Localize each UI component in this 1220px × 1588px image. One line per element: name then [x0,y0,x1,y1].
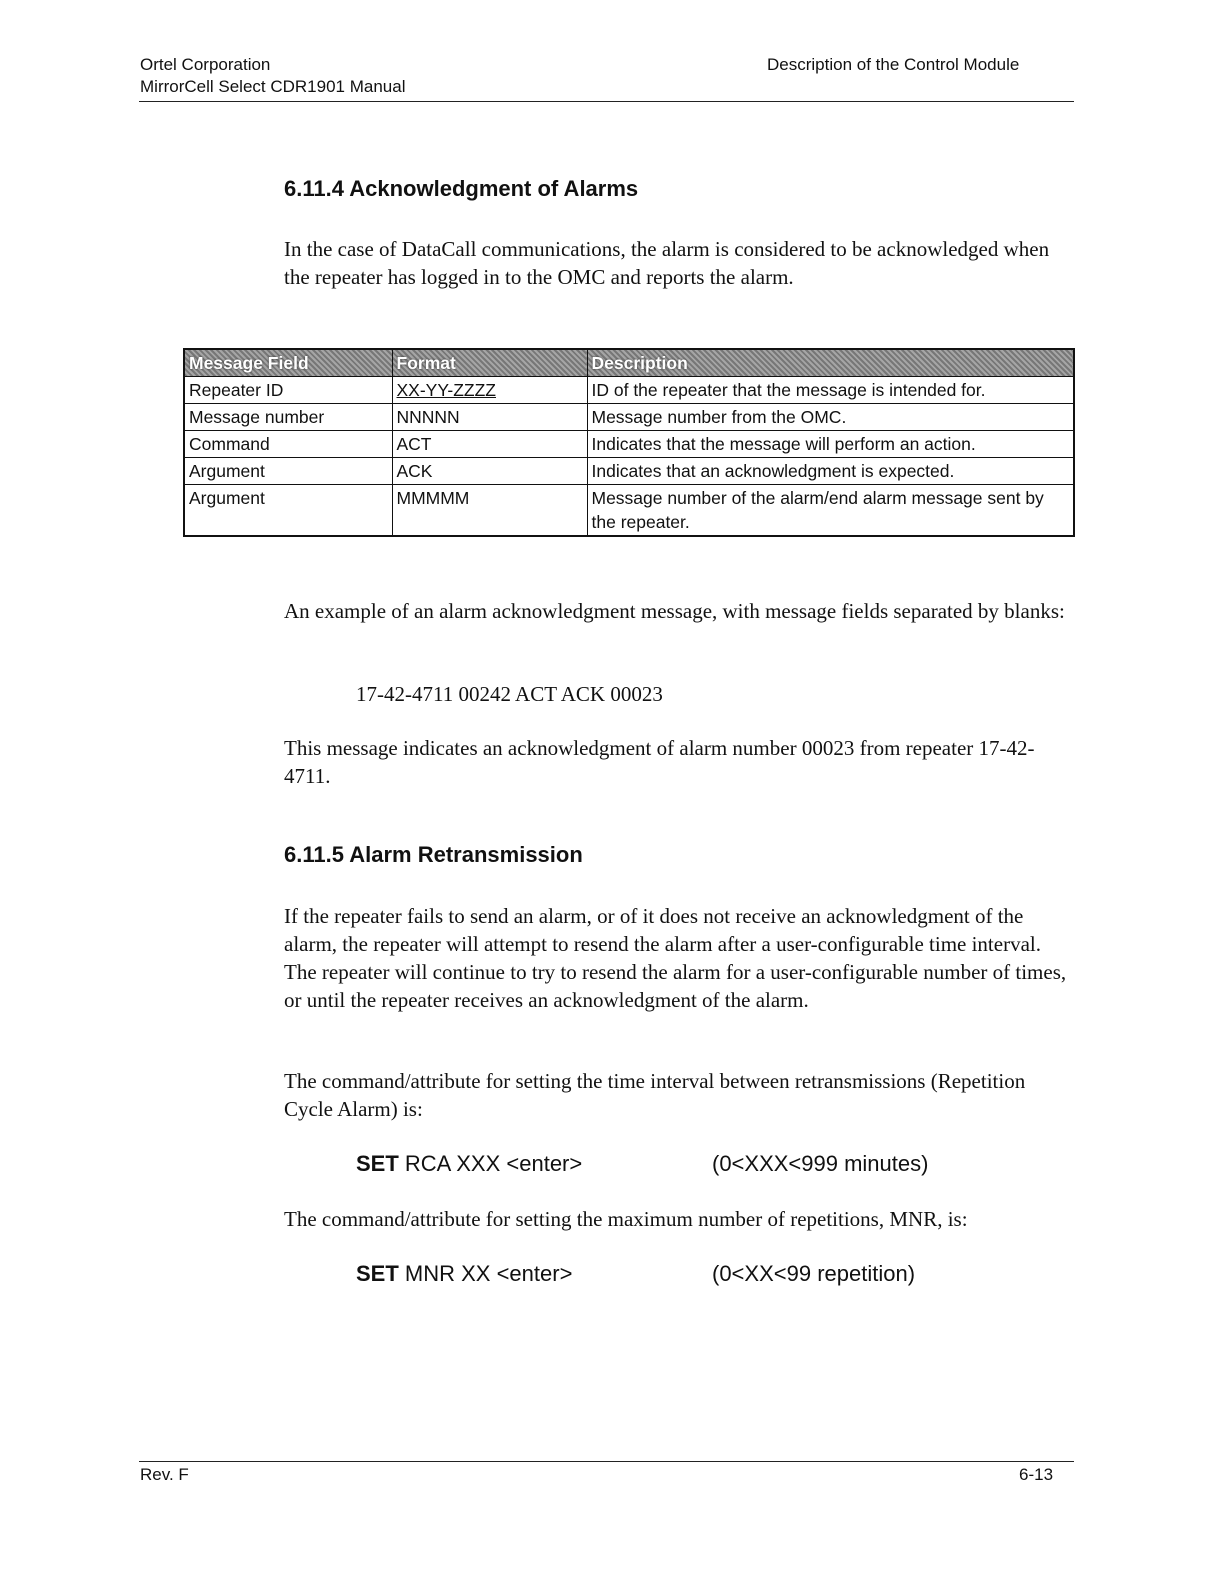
table-cell: Argument [184,485,392,537]
table-cell: ACT [392,431,587,458]
time-interval-paragraph: The command/attribute for setting the time interval between retransmissions (Repetition Cycle Alarm) is: [284,1069,1026,1121]
table-row [184,431,1074,458]
rca-command [356,1150,582,1178]
example-intro-paragraph: An example of an alarm acknowledgment message, with message fields separated by blanks: [284,599,1065,623]
table-cell: Command [184,431,392,458]
command-keyword: SET [356,1151,399,1176]
revision-label: Rev. F [140,1465,189,1484]
acknowledgment-intro-paragraph: In the case of DataCall communications, the alarm is considered to be acknowledged when the repeater has logged in to the OMC and reports the alarm. [284,237,1050,289]
rca-range: (0<XXX<999 minutes) [712,1151,929,1176]
column-header-description: Description [587,349,1074,377]
table-cell: MMMMM [392,485,587,537]
table-row [184,485,1074,537]
command-args: RCA XXX <enter> [398,1151,583,1176]
example-message: 17-42-4711 00242 ACT ACK 00023 [356,682,663,706]
table-row [184,404,1074,431]
message-fields-table [183,348,1075,537]
table-cell: Message number [184,404,392,431]
section-heading-acknowledgment: 6.11.4 Acknowledgment of Alarms [284,176,639,201]
table-cell: Argument [184,458,392,485]
company-name: Ortel Corporation [140,55,271,74]
page-header-left [140,54,405,98]
table-row [184,458,1074,485]
retransmission-paragraph: If the repeater fails to send an alarm, or of it does not receive an acknowledgment of the alarm, the repeater will attempt to resend the alarm after a user-configurable time interval. The repeater will continue to try to resend the alarm for a user-configurable number of times, or until the repeater receives an acknowledgment of the alarm. [284,904,1067,1012]
column-header-message-field: Message Field [184,349,392,377]
table-header-row [184,349,1074,377]
column-header-format: Format [392,349,587,377]
example-explanation-paragraph: This message indicates an acknowledgment of alarm number 00023 from repeater 17-42-4711. [284,736,1035,788]
page-number: 6-13 [1019,1465,1054,1484]
table-cell: NNNNN [392,404,587,431]
footer-divider [139,1461,1074,1462]
table-cell: Repeater ID [184,377,392,404]
table-cell: Message number from the OMC. [587,404,1074,431]
section-heading-retransmission: 6.11.5 Alarm Retransmission [284,842,583,867]
chapter-title: Description of the Control Module [767,55,1020,74]
mnr-range: (0<XX<99 repetition) [712,1261,916,1286]
max-repetitions-paragraph: The command/attribute for setting the maximum number of repetitions, MNR, is: [284,1207,968,1231]
table-cell: Indicates that the message will perform an action. [587,431,1074,458]
table-cell: Indicates that an acknowledgment is expected. [587,458,1074,485]
table-row [184,377,1074,404]
command-args: MNR XX <enter> [398,1261,573,1286]
header-divider [139,101,1074,102]
mnr-command [356,1260,572,1288]
command-keyword: SET [356,1261,399,1286]
table-cell: ID of the repeater that the message is intended for. [587,377,1074,404]
table-cell: XX-YY-ZZZZ [392,377,587,404]
table-cell: ACK [392,458,587,485]
manual-title: MirrorCell Select CDR1901 Manual [140,77,406,96]
table-cell: Message number of the alarm/end alarm message sent by the repeater. [587,485,1074,537]
